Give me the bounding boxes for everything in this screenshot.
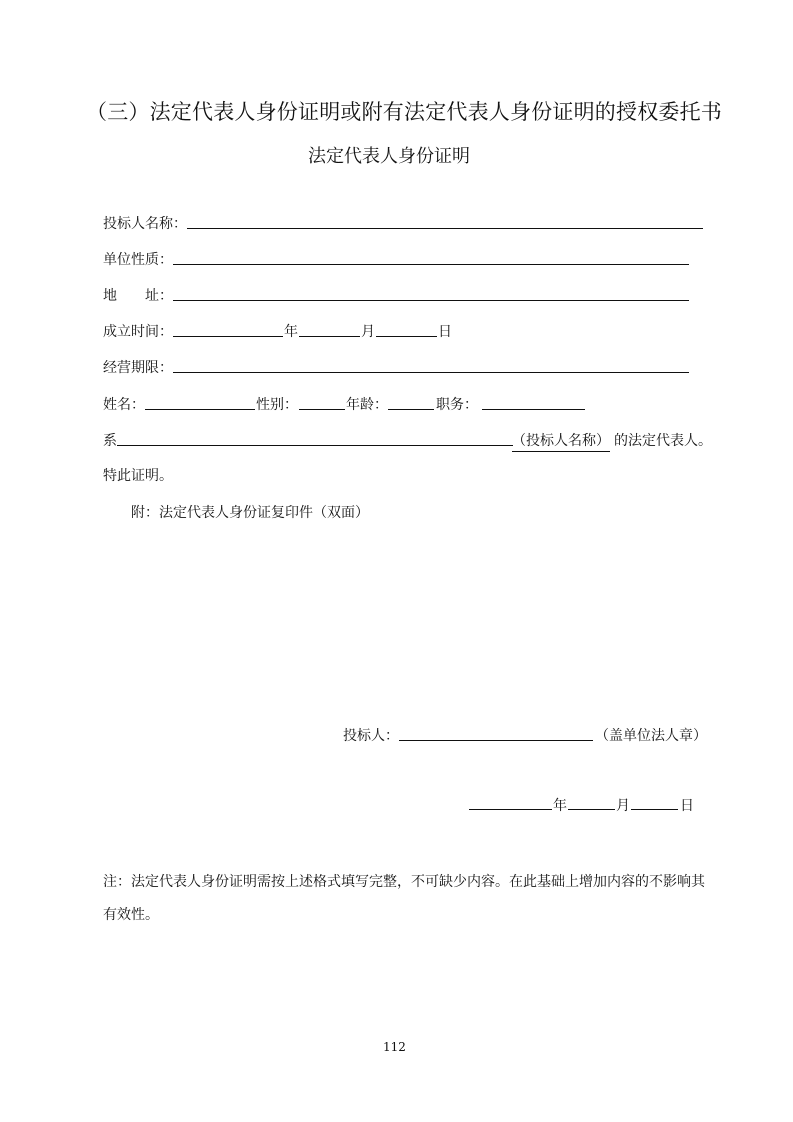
age-label: 年龄： bbox=[346, 397, 388, 413]
bidder-name-blank[interactable] bbox=[187, 228, 703, 229]
unit-nature-blank[interactable] bbox=[173, 264, 689, 265]
name-label: 姓名： bbox=[103, 397, 145, 413]
age-blank[interactable] bbox=[388, 409, 434, 410]
position-label: 职务： bbox=[436, 397, 478, 413]
unit-nature-label: 单位性质： bbox=[103, 252, 173, 268]
sign-month-blank[interactable] bbox=[568, 809, 615, 810]
address-blank[interactable] bbox=[173, 300, 689, 301]
position-blank[interactable] bbox=[482, 409, 585, 410]
established-year-blank[interactable] bbox=[173, 336, 283, 337]
name-blank[interactable] bbox=[145, 409, 255, 410]
gender-blank[interactable] bbox=[299, 409, 345, 410]
established-label: 成立时间： bbox=[103, 324, 173, 340]
gender-label: 性别： bbox=[256, 397, 298, 413]
attachment-text: 附：法定代表人身份证复印件（双面） bbox=[131, 505, 369, 521]
established-year-label: 年 bbox=[284, 324, 298, 340]
sign-year-blank[interactable] bbox=[469, 809, 552, 810]
statement-prefix: 系 bbox=[103, 433, 117, 449]
seal-note: （盖单位法人章） bbox=[595, 728, 707, 744]
sign-month-label: 月 bbox=[616, 798, 630, 814]
footnote: 注：法定代表人身份证明需按上述格式填写完整，不可缺少内容。在此基础上增加内容的不影响其有效性。 bbox=[103, 874, 705, 923]
business-term-label: 经营期限： bbox=[103, 360, 173, 376]
signature-bidder-label: 投标人： bbox=[343, 728, 399, 744]
bidder-name-label: 投标人名称： bbox=[103, 216, 187, 232]
sign-day-blank[interactable] bbox=[631, 809, 678, 810]
statement-blank[interactable] bbox=[117, 445, 513, 446]
signature-bidder-blank[interactable] bbox=[399, 740, 593, 741]
address-label: 地 址： bbox=[103, 288, 173, 304]
established-day-blank[interactable] bbox=[376, 336, 437, 337]
page-number: 112 bbox=[383, 1040, 406, 1054]
established-day-label: 日 bbox=[438, 324, 452, 340]
sign-day-label: 日 bbox=[680, 798, 694, 814]
statement-bidder-ref: （投标人名称） bbox=[512, 430, 610, 452]
certify-text: 特此证明。 bbox=[103, 468, 173, 484]
document-title: （三）法定代表人身份证明或附有法定代表人身份证明的授权委托书 bbox=[86, 100, 722, 124]
established-month-blank[interactable] bbox=[299, 336, 360, 337]
section-subtitle: 法定代表人身份证明 bbox=[308, 146, 470, 167]
sign-year-label: 年 bbox=[553, 798, 567, 814]
business-term-blank[interactable] bbox=[173, 372, 689, 373]
statement-suffix: 的法定代表人。 bbox=[614, 433, 712, 449]
established-month-label: 月 bbox=[361, 324, 375, 340]
